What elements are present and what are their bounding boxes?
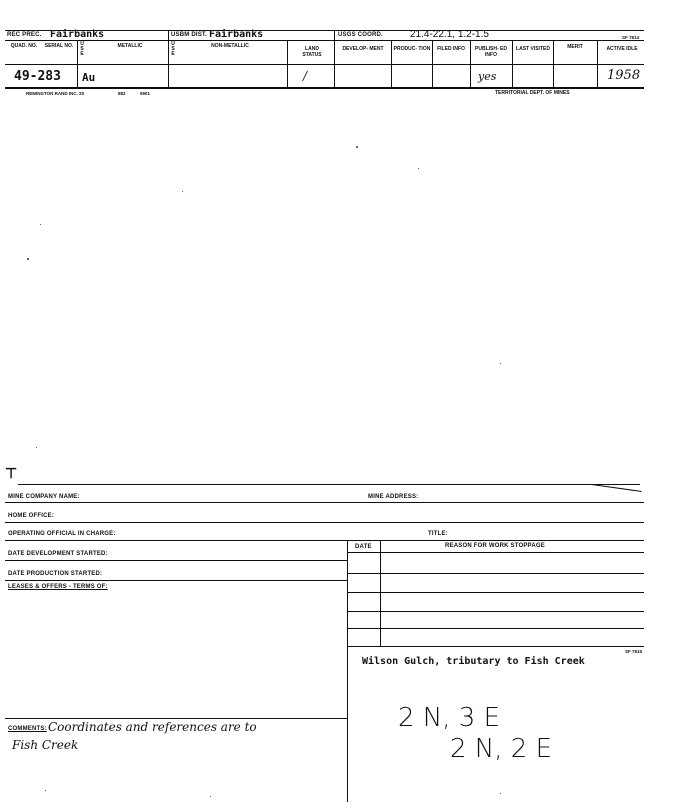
- comments-line-2: Fish Creek: [12, 738, 79, 752]
- scan-speck: [500, 793, 501, 794]
- rec-prec-value: Fairbanks: [50, 29, 105, 40]
- scan-speck: [418, 168, 419, 169]
- comments-label: COMMENTS:: [8, 726, 47, 732]
- reason-header: REASON FOR WORK STOPPAGE: [445, 543, 545, 549]
- development-header: DEVELOP- MENT: [342, 46, 384, 52]
- comments-line-1: Coordinates and references are to: [48, 720, 257, 734]
- serial-no-header: SERIAL NO.: [44, 43, 74, 49]
- nonmetallic-header: NON-METALLIC: [211, 43, 249, 49]
- department-imprint: TERRITORIAL DEPT. OF MINES: [495, 90, 570, 96]
- mine-company-name-label: MINE COMPANY NAME:: [8, 494, 80, 500]
- scan-speck: [36, 447, 37, 448]
- home-office-label: HOME OFFICE:: [8, 513, 55, 519]
- usbm-dist-value: Fairbanks: [209, 29, 264, 40]
- form-number-2: SF 7815: [625, 649, 643, 654]
- merit-header: MERIT: [567, 44, 583, 50]
- production-header: PRODUC- TION: [393, 46, 431, 52]
- active-idle-value: 1958: [607, 68, 641, 83]
- imprint-code-2: 5901: [140, 91, 151, 96]
- form-number: SF 7814: [622, 35, 640, 40]
- scan-speck: [182, 191, 183, 192]
- date-development-label: DATE DEVELOPMENT STARTED:: [8, 551, 108, 557]
- filed-info-header: FILED INFO: [437, 46, 465, 52]
- quad-no-header: QUAD. NO.: [10, 43, 38, 49]
- date-header: DATE: [355, 544, 372, 550]
- last-visited-header: LAST VISITED: [516, 46, 550, 52]
- land-status-header: LAND STATUS: [302, 46, 322, 58]
- title-label: TITLE:: [428, 531, 448, 537]
- rec-prec-label: REC PREC.: [7, 32, 42, 38]
- scan-speck: [27, 258, 29, 260]
- scan-speck: [45, 790, 46, 791]
- quad-serial-value: 49-283: [14, 69, 61, 84]
- active-idle-header: ACTIVE IDLE: [606, 46, 638, 52]
- mine-address-label: MINE ADDRESS:: [368, 494, 419, 500]
- published-info-value: yes: [478, 70, 497, 83]
- published-info-header: PUBLISH- ED INFO: [475, 46, 507, 58]
- leases-label: LEASES & OFFERS - TERMS OF:: [8, 584, 108, 590]
- usgs-coord-value: 21.4-22.1, 1.2-1.5: [410, 29, 489, 40]
- metallic-header: METALLIC: [117, 43, 143, 49]
- use-nonmetallic-header: U S E: [171, 41, 175, 57]
- metallic-value: Au: [82, 71, 96, 84]
- card-edge-curl: [590, 484, 641, 502]
- township-1: 2 N, 3 E: [398, 703, 501, 733]
- date-production-label: DATE PRODUCTION STARTED:: [8, 571, 103, 577]
- usbm-dist-label: USBM DIST.: [171, 32, 208, 38]
- scan-speck: [500, 363, 501, 364]
- usgs-coord-label: USGS COORD.: [338, 32, 383, 38]
- imprint-code-1: 882: [118, 91, 126, 96]
- scan-speck: [210, 796, 211, 797]
- operating-official-label: OPERATING OFFICIAL IN CHARGE:: [8, 531, 116, 537]
- printer-imprint: REMINGTON RAND INC. 20: [26, 91, 85, 96]
- location-note: Wilson Gulch, tributary to Fish Creek: [362, 656, 585, 667]
- use-metallic-header: U S E: [80, 41, 84, 57]
- township-2: 2 N, 2 E: [450, 734, 553, 764]
- scan-speck: [356, 146, 358, 148]
- land-status-value: /: [303, 69, 308, 83]
- scan-speck: [40, 224, 41, 225]
- card-edge-mark: ⊤: [5, 465, 18, 481]
